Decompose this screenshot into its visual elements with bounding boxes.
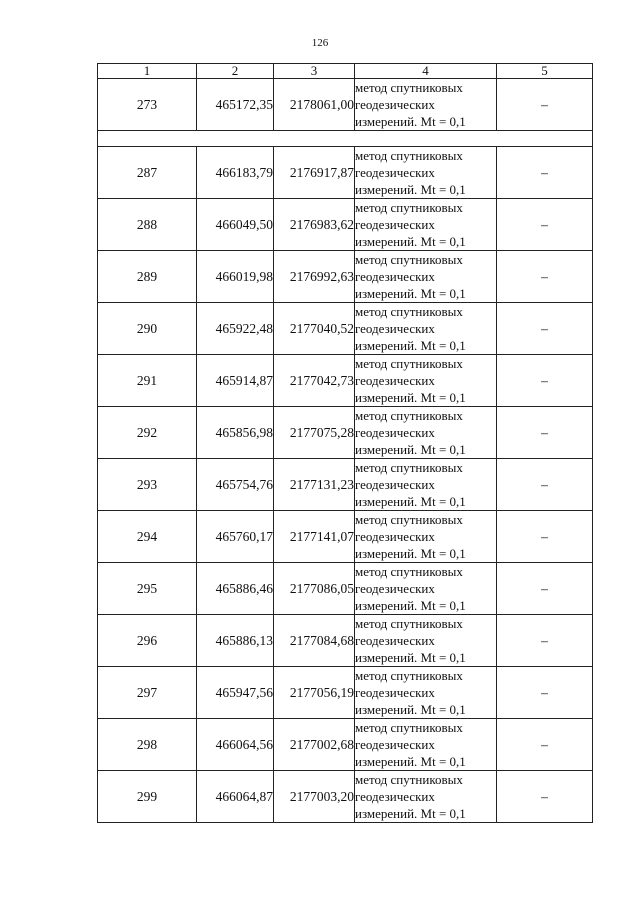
point-number: 291	[98, 355, 197, 407]
method-text: метод спутниковых геодезических измерений. Mt = 0,1	[355, 564, 466, 613]
method-text: метод спутниковых геодезических измерений. Mt = 0,1	[355, 668, 466, 717]
column-header-4: 4	[355, 64, 497, 79]
coordinate-y: 2176992,63	[274, 251, 355, 303]
method-text: метод спутниковых геодезических измерений. Mt = 0,1	[355, 304, 466, 353]
point-number: 299	[98, 771, 197, 823]
method-cell	[355, 407, 497, 459]
method-cell	[355, 719, 497, 771]
column-header-2: 2	[197, 64, 274, 79]
header-row	[98, 64, 593, 79]
coordinate-x: 466064,87	[197, 771, 274, 823]
point-number: 289	[98, 251, 197, 303]
coordinate-y: 2178061,00	[274, 79, 355, 131]
coordinate-y: 2177003,20	[274, 771, 355, 823]
coordinate-x: 465947,56	[197, 667, 274, 719]
column-5-value: –	[497, 459, 593, 511]
coordinate-x: 465886,13	[197, 615, 274, 667]
method-text: метод спутниковых геодезических измерений. Mt = 0,1	[355, 772, 466, 821]
column-5-value: –	[497, 303, 593, 355]
method-cell	[355, 303, 497, 355]
point-number: 290	[98, 303, 197, 355]
coordinate-x: 466183,79	[197, 147, 274, 199]
method-cell	[355, 667, 497, 719]
coordinate-y: 2177042,73	[274, 355, 355, 407]
column-5-value: –	[497, 251, 593, 303]
method-cell	[355, 79, 497, 131]
table-row	[98, 563, 593, 615]
coordinate-y: 2177086,05	[274, 563, 355, 615]
method-cell	[355, 199, 497, 251]
coordinate-y: 2177131,23	[274, 459, 355, 511]
coordinate-x: 465754,76	[197, 459, 274, 511]
column-header-5: 5	[497, 64, 593, 79]
method-text: метод спутниковых геодезических измерений. Mt = 0,1	[355, 80, 466, 129]
point-number: 293	[98, 459, 197, 511]
method-text: метод спутниковых геодезических измерений. Mt = 0,1	[355, 252, 466, 301]
method-text: метод спутниковых геодезических измерений. Mt = 0,1	[355, 356, 466, 405]
method-cell	[355, 511, 497, 563]
method-cell	[355, 459, 497, 511]
column-5-value: –	[497, 511, 593, 563]
table-row	[98, 771, 593, 823]
separator-row	[98, 131, 593, 147]
method-text: метод спутниковых геодезических измерений. Mt = 0,1	[355, 512, 466, 561]
column-5-value: –	[497, 615, 593, 667]
table-row	[98, 719, 593, 771]
point-number: 288	[98, 199, 197, 251]
coordinate-x: 465914,87	[197, 355, 274, 407]
table-body	[98, 64, 593, 823]
table-row	[98, 251, 593, 303]
method-text: метод спутниковых геодезических измерений. Mt = 0,1	[355, 460, 466, 509]
coordinate-x: 465172,35	[197, 79, 274, 131]
coordinate-x: 465856,98	[197, 407, 274, 459]
column-5-value: –	[497, 667, 593, 719]
method-text: метод спутниковых геодезических измерений. Mt = 0,1	[355, 148, 466, 197]
coordinate-y: 2177002,68	[274, 719, 355, 771]
coordinate-y: 2176983,62	[274, 199, 355, 251]
table-row	[98, 147, 593, 199]
table-row	[98, 667, 593, 719]
point-number: 287	[98, 147, 197, 199]
point-number: 294	[98, 511, 197, 563]
coordinate-y: 2176917,87	[274, 147, 355, 199]
table-row	[98, 199, 593, 251]
point-number: 297	[98, 667, 197, 719]
coordinate-x: 465922,48	[197, 303, 274, 355]
coordinate-x: 465760,17	[197, 511, 274, 563]
column-5-value: –	[497, 563, 593, 615]
method-text: метод спутниковых геодезических измерений. Mt = 0,1	[355, 408, 466, 457]
table-row	[98, 355, 593, 407]
page-number: 126	[311, 37, 329, 49]
method-cell	[355, 615, 497, 667]
coordinate-y: 2177056,19	[274, 667, 355, 719]
coordinate-x: 466019,98	[197, 251, 274, 303]
method-cell	[355, 355, 497, 407]
column-5-value: –	[497, 355, 593, 407]
table-row	[98, 407, 593, 459]
method-text: метод спутниковых геодезических измерений. Mt = 0,1	[355, 200, 466, 249]
point-number: 298	[98, 719, 197, 771]
table-row	[98, 79, 593, 131]
method-cell	[355, 147, 497, 199]
method-text: метод спутниковых геодезических измерений. Mt = 0,1	[355, 616, 466, 665]
coordinate-y: 2177141,07	[274, 511, 355, 563]
column-5-value: –	[497, 719, 593, 771]
table-row	[98, 459, 593, 511]
column-header-3: 3	[274, 64, 355, 79]
coordinate-x: 466064,56	[197, 719, 274, 771]
coordinates-table	[97, 63, 593, 823]
point-number: 295	[98, 563, 197, 615]
method-cell	[355, 771, 497, 823]
point-number: 296	[98, 615, 197, 667]
column-5-value: –	[497, 147, 593, 199]
table-row	[98, 303, 593, 355]
table-row	[98, 511, 593, 563]
separator-cell	[98, 131, 593, 147]
column-5-value: –	[497, 771, 593, 823]
point-number: 292	[98, 407, 197, 459]
column-5-value: –	[497, 79, 593, 131]
column-header-1: 1	[98, 64, 197, 79]
column-5-value: –	[497, 199, 593, 251]
coordinate-x: 465886,46	[197, 563, 274, 615]
method-text: метод спутниковых геодезических измерений. Mt = 0,1	[355, 720, 466, 769]
point-number: 273	[98, 79, 197, 131]
coordinate-y: 2177075,28	[274, 407, 355, 459]
column-5-value: –	[497, 407, 593, 459]
coordinate-x: 466049,50	[197, 199, 274, 251]
coordinate-y: 2177084,68	[274, 615, 355, 667]
table-row	[98, 615, 593, 667]
method-cell	[355, 251, 497, 303]
coordinate-y: 2177040,52	[274, 303, 355, 355]
method-cell	[355, 563, 497, 615]
